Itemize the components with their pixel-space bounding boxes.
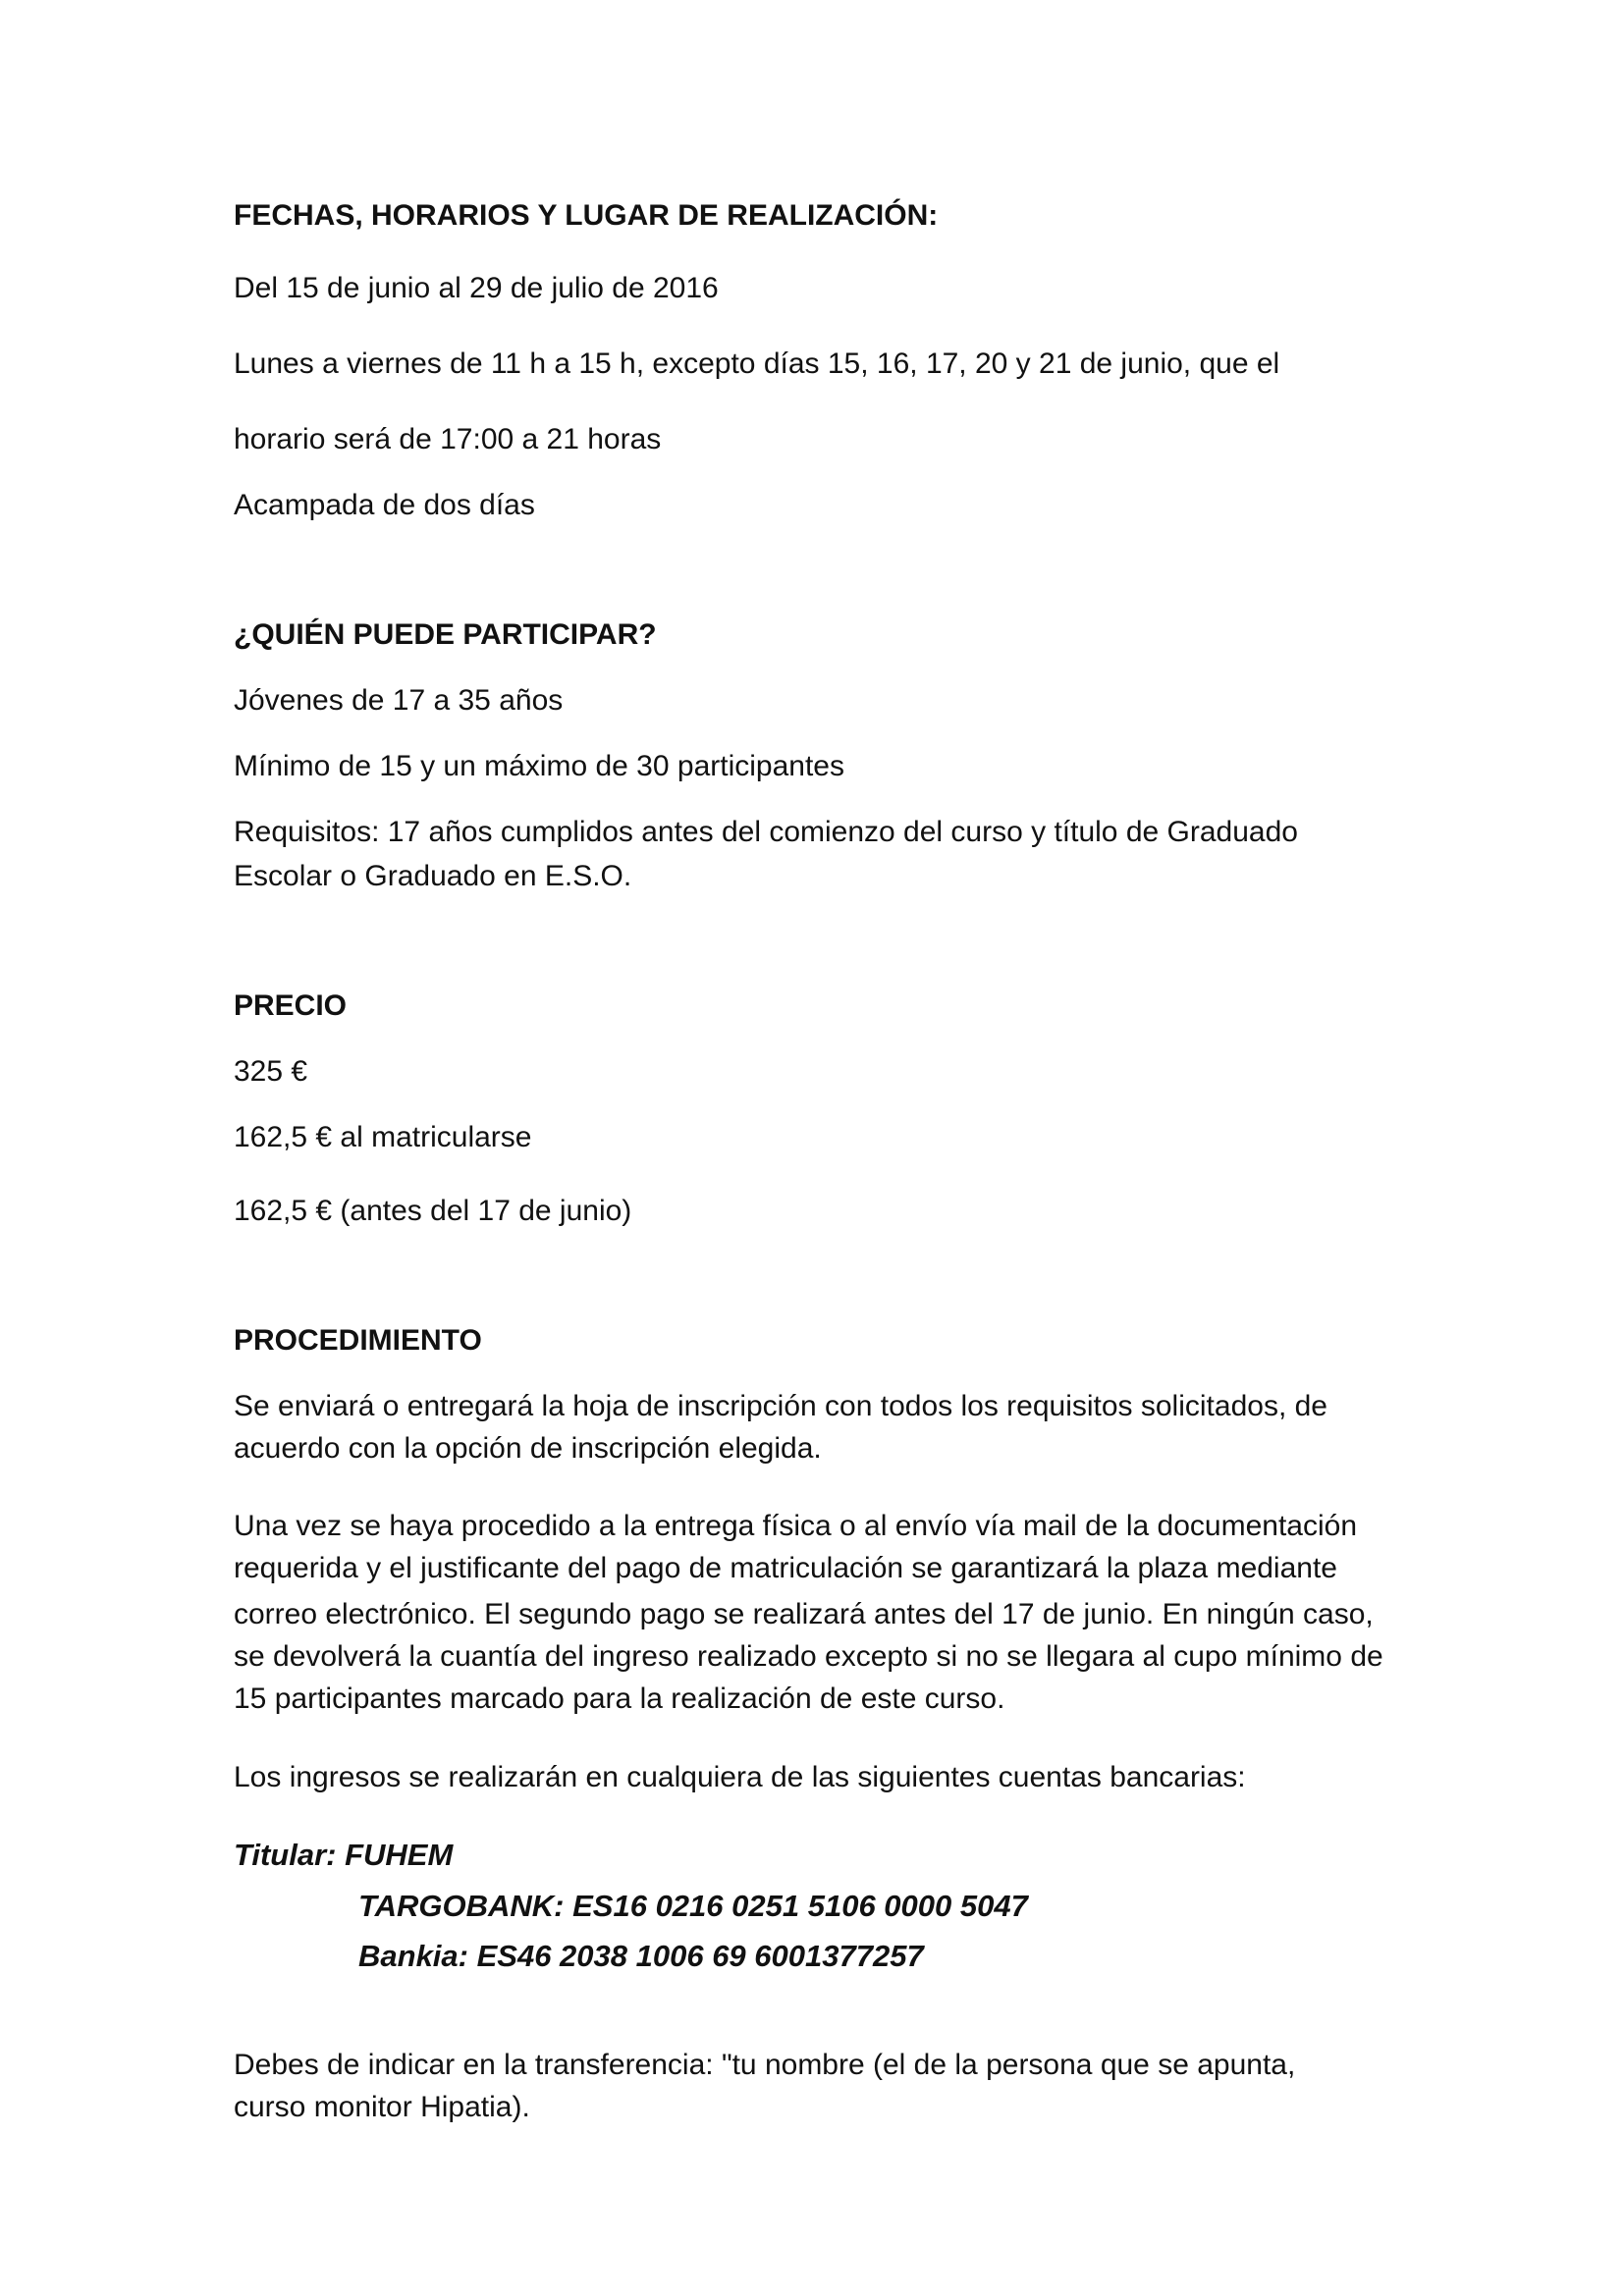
text-line: 15 participantes marcado para la realización de este curso.: [234, 1682, 1005, 1715]
text-line: requerida y el justificante del pago de matriculación se garantizará la plaza mediante: [234, 1552, 1337, 1584]
heading-procedimiento: PROCEDIMIENTO: [234, 1324, 482, 1357]
text-line: Acampada de dos días: [234, 489, 535, 521]
text-line: Los ingresos se realizarán en cualquiera de las siguientes cuentas bancarias:: [234, 1761, 1246, 1793]
text-line: Escolar o Graduado en E.S.O.: [234, 860, 632, 892]
text-line: correo electrónico. El segundo pago se realizará antes del 17 de junio. En ningún caso,: [234, 1598, 1374, 1630]
titular-cuenta: Titular: FUHEM: [234, 1838, 454, 1872]
text-line: Debes de indicar en la transferencia: "tu nombre (el de la persona que se apunta,: [234, 2049, 1296, 2081]
text-line: curso monitor Hipatia).: [234, 2091, 530, 2123]
text-line: Se enviará o entregará la hoja de inscripción con todos los requisitos solicitados, de: [234, 1390, 1327, 1422]
text-line: Una vez se haya procedido a la entrega física o al envío vía mail de la documentación: [234, 1510, 1358, 1542]
text-line: 162,5 € (antes del 17 de junio): [234, 1195, 632, 1227]
text-line: horario será de 17:00 a 21 horas: [234, 423, 662, 455]
cuenta-targobank: TARGOBANK: ES16 0216 0251 5106 0000 5047: [358, 1889, 1028, 1923]
cuenta-bankia: Bankia: ES46 2038 1006 69 6001377257: [358, 1939, 924, 1973]
text-line: se devolverá la cuantía del ingreso realizado excepto si no se llegara al cupo mínimo de: [234, 1640, 1383, 1673]
text-line: 162,5 € al matricularse: [234, 1121, 532, 1153]
heading-precio: PRECIO: [234, 989, 348, 1022]
heading-fechas: FECHAS, HORARIOS Y LUGAR DE REALIZACIÓN:: [234, 199, 939, 232]
text-line: 325 €: [234, 1055, 308, 1088]
text-line: Jóvenes de 17 a 35 años: [234, 684, 564, 717]
text-line: Mínimo de 15 y un máximo de 30 participantes: [234, 750, 844, 782]
text-line: Del 15 de junio al 29 de julio de 2016: [234, 272, 719, 304]
text-line: acuerdo con la opción de inscripción elegida.: [234, 1432, 822, 1465]
text-line: Lunes a viernes de 11 h a 15 h, excepto días 15, 16, 17, 20 y 21 de junio, que el: [234, 347, 1280, 380]
heading-participantes: ¿QUIÉN PUEDE PARTICIPAR?: [234, 618, 657, 651]
text-line: Requisitos: 17 años cumplidos antes del comienzo del curso y título de Graduado: [234, 816, 1298, 848]
